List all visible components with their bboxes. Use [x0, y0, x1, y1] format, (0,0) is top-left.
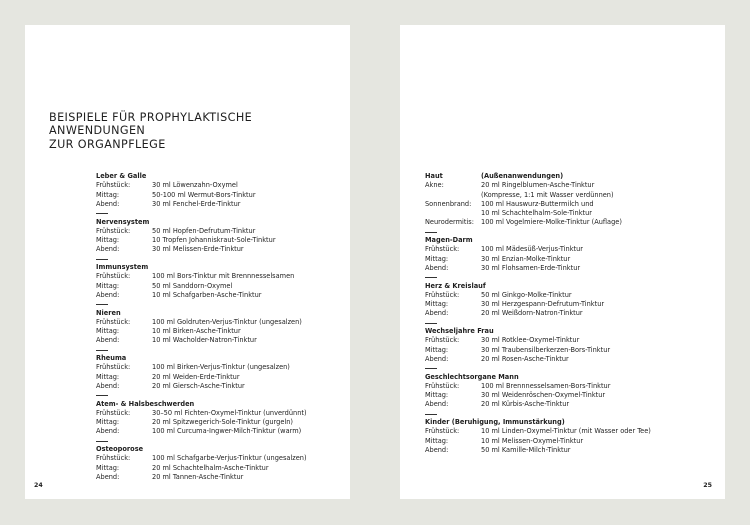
- section-title: Nervensystem: [96, 217, 150, 226]
- section-divider: [96, 213, 108, 214]
- page-number: 24: [34, 482, 43, 489]
- list-item: [425, 245, 705, 254]
- heading-line: ZUR ORGANPFLEGE: [49, 137, 166, 151]
- row-label: Neurodermitis:: [425, 218, 474, 227]
- row-label: Abend:: [425, 400, 449, 409]
- row-value: 10 ml Wacholder-Natron-Tinktur: [152, 336, 257, 345]
- row-label: Mittag:: [96, 372, 120, 381]
- row-value: 20 ml Ringelblumen-Asche-Tinktur: [481, 181, 595, 190]
- row-value: 10 ml Linden-Oxymel-Tinktur (mit Wasser oder Tee): [481, 427, 651, 436]
- list-item: [96, 227, 326, 236]
- row-label: Abend:: [96, 427, 120, 436]
- list-item: [96, 236, 326, 245]
- row-value: 20 ml Weiden-Erde-Tinktur: [152, 372, 240, 381]
- list-item: [96, 363, 326, 372]
- section-divider: [96, 395, 108, 396]
- row-value: 30 ml Enzian-Molke-Tinktur: [481, 254, 571, 263]
- list-item: [425, 391, 705, 400]
- section: [425, 373, 705, 410]
- list-item: [96, 473, 326, 482]
- section-divider: [425, 414, 437, 415]
- row-label: Mittag:: [96, 327, 120, 335]
- row-value: 20 ml Tannen-Asche-Tinktur: [152, 472, 244, 481]
- row-value: 100 ml Schafgarbe-Verjus-Tinktur (ungesalzen): [152, 454, 307, 463]
- list-item: [96, 336, 326, 345]
- section-title: Kinder (Beruhigung, Immunstärkung): [425, 418, 565, 426]
- list-item: [96, 245, 326, 254]
- section-title: Magen-Darm: [425, 236, 473, 244]
- list-item: [425, 300, 705, 309]
- section: [425, 282, 705, 319]
- section-divider: [425, 277, 437, 278]
- row-label: Mittag:: [96, 190, 120, 199]
- section: [96, 172, 326, 209]
- section: [96, 354, 326, 391]
- row-value: 20 ml Schachtelhalm-Asche-Tinktur: [152, 463, 269, 472]
- list-item: [425, 191, 705, 200]
- row-label: Frühstück:: [96, 317, 131, 326]
- left-content: [96, 172, 326, 482]
- list-item: [96, 200, 326, 209]
- row-label: Mittag:: [425, 300, 449, 308]
- row-value: 100 ml Mädesüß-Verjus-Tinktur: [481, 245, 584, 254]
- row-value: 20 ml Giersch-Asche-Tinktur: [152, 381, 245, 390]
- row-value: 100 ml Brennnesselsamen-Bors-Tinktur: [481, 381, 611, 390]
- list-item: [425, 336, 705, 345]
- list-item: [425, 291, 705, 300]
- row-label: Abend:: [425, 445, 449, 454]
- section-divider: [96, 441, 108, 442]
- section-title: Rheuma: [96, 354, 127, 362]
- list-item: [425, 382, 705, 391]
- row-label: Abend:: [96, 381, 120, 390]
- section: [96, 263, 326, 300]
- list-item: [425, 355, 705, 364]
- list-item: [425, 264, 705, 273]
- left-page: [25, 25, 350, 499]
- section-divider: [425, 323, 437, 324]
- list-item: [96, 418, 326, 427]
- row-value: 10 ml Schafgarben-Asche-Tinktur: [152, 290, 262, 299]
- row-label: Abend:: [96, 199, 120, 208]
- list-item: [425, 309, 705, 318]
- list-item: [96, 382, 326, 391]
- row-value: 100 ml Curcuma-Ingwer-Milch-Tinktur (warm): [152, 427, 302, 436]
- heading-line: ANWENDUNGEN: [49, 124, 146, 138]
- section-divider: [425, 368, 437, 369]
- list-item: [96, 181, 326, 190]
- row-label: Sonnenbrand:: [425, 199, 472, 208]
- section: [96, 218, 326, 255]
- row-label: Frühstück:: [425, 245, 460, 254]
- row-label: Frühstück:: [425, 427, 460, 436]
- list-item: [96, 409, 326, 418]
- section: [96, 400, 326, 437]
- list-item: [425, 446, 705, 455]
- row-value: 30 ml Fenchel-Erde-Tinktur: [152, 199, 241, 208]
- row-value: 30 ml Traubensilberkerzen-Bors-Tinktur: [481, 345, 611, 354]
- row-label: Abend:: [425, 263, 449, 272]
- section: [425, 172, 705, 228]
- section-title: [425, 172, 705, 181]
- section-title: Immunsystem: [96, 263, 149, 271]
- row-label: Frühstück:: [425, 290, 460, 299]
- heading-line: BEISPIELE FÜR PROPHYLAKTISCHE: [49, 111, 253, 124]
- section-title-note: (Außenanwendungen): [481, 172, 564, 180]
- list-item: [96, 454, 326, 463]
- row-label: Mittag:: [96, 281, 120, 290]
- row-value: 10 ml Schachtelhalm-Sole-Tinktur: [481, 209, 593, 217]
- row-label: [425, 191, 481, 200]
- list-item: [425, 209, 705, 218]
- list-item: [96, 327, 326, 336]
- list-item: [425, 218, 705, 227]
- row-label: Abend:: [96, 472, 120, 481]
- row-label: Mittag:: [96, 236, 120, 244]
- list-item: [96, 373, 326, 382]
- row-value: 30 ml Herzgespann-Defrutum-Tinktur: [481, 300, 605, 308]
- row-value: 30–50 ml Fichten-Oxymel-Tinktur (unverdünnt): [152, 408, 307, 417]
- row-value: 30 ml Weidenröschen-Oxymel-Tinktur: [481, 391, 606, 399]
- row-value: 100 ml Vogelmiere-Molke-Tinktur (Auflage): [481, 218, 622, 227]
- row-value: 50-100 ml Wermut-Bors-Tinktur: [152, 190, 256, 199]
- row-value: 50 ml Kamille-Milch-Tinktur: [481, 445, 571, 454]
- page-number: 25: [703, 482, 712, 489]
- section-divider: [425, 232, 437, 233]
- list-item: [96, 427, 326, 436]
- row-value: 30 ml Melissen-Erde-Tinktur: [152, 245, 244, 254]
- list-item: [425, 200, 705, 209]
- section-divider: [96, 259, 108, 260]
- section-title: Wechseljahre Frau: [425, 327, 494, 335]
- section-divider: [96, 304, 108, 305]
- row-label: Abend:: [96, 290, 120, 299]
- row-label: Mittag:: [425, 436, 449, 445]
- right-content: [425, 172, 705, 455]
- section: [96, 445, 326, 482]
- page-heading: [49, 111, 252, 151]
- row-value: 50 ml Sanddorn-Oxymel: [152, 281, 233, 290]
- row-label: Abend:: [96, 245, 120, 254]
- section-divider: [96, 350, 108, 351]
- row-value: 30 ml Löwenzahn-Oxymel: [152, 181, 238, 190]
- row-value: 10 ml Melissen-Oxymel-Tinktur: [481, 436, 584, 445]
- list-item: [425, 427, 705, 436]
- list-item: [425, 255, 705, 264]
- row-label: Abend:: [425, 354, 449, 363]
- row-label: Mittag:: [96, 418, 120, 426]
- row-label: [425, 209, 481, 218]
- row-value: 10 Tropfen Johanniskraut-Sole-Tinktur: [152, 236, 276, 244]
- section-title: Geschlechtsorgane Mann: [425, 372, 519, 381]
- section: [96, 309, 326, 346]
- row-value: 100 ml Hauswurz-Buttermilch und: [481, 199, 594, 208]
- row-label: Mittag:: [425, 391, 449, 399]
- row-value: 100 ml Bors-Tinktur mit Brennnesselsamen: [152, 272, 295, 281]
- row-label: Frühstück:: [96, 408, 131, 417]
- list-item: [425, 346, 705, 355]
- list-item: [96, 291, 326, 300]
- section-title: Leber & Galle: [96, 172, 147, 180]
- row-value: 20 ml Spitzwegerich-Sole-Tinktur (gurgeln): [152, 418, 293, 426]
- section-title: Herz & Kreislauf: [425, 281, 486, 290]
- row-value: 10 ml Birken-Asche-Tinktur: [152, 327, 241, 335]
- row-label: Mittag:: [425, 254, 449, 263]
- right-page: [400, 25, 725, 499]
- row-label: Frühstück:: [425, 381, 460, 390]
- section-title: Nieren: [96, 308, 121, 317]
- section-title: Osteoporose: [96, 445, 144, 453]
- section: [425, 418, 705, 455]
- list-item: [425, 437, 705, 446]
- row-value: 30 ml Rotklee-Oxymel-Tinktur: [481, 336, 580, 345]
- row-label: Mittag:: [96, 463, 120, 472]
- section-title-text: Haut: [425, 172, 443, 180]
- section: [425, 327, 705, 364]
- list-item: [96, 191, 326, 200]
- list-item: [425, 400, 705, 409]
- list-item: [96, 282, 326, 291]
- row-value: 20 ml Rosen-Asche-Tinktur: [481, 354, 569, 363]
- row-value: 50 ml Ginkgo-Molke-Tinktur: [481, 290, 572, 299]
- section-title: Atem- & Halsbeschwerden: [96, 399, 195, 408]
- row-label: Frühstück:: [96, 181, 131, 190]
- section: [425, 236, 705, 273]
- row-value: 100 ml Birken-Verjus-Tinktur (ungesalzen): [152, 363, 290, 372]
- row-label: Abend:: [425, 309, 449, 318]
- list-item: [96, 464, 326, 473]
- list-item: [425, 181, 705, 190]
- row-value: 50 ml Hopfen-Defrutum-Tinktur: [152, 226, 256, 235]
- row-label: Frühstück:: [96, 226, 131, 235]
- row-value: 100 ml Goldruten-Verjus-Tinktur (ungesalzen): [152, 317, 302, 326]
- row-label: Frühstück:: [96, 363, 131, 372]
- list-item: [96, 272, 326, 281]
- row-label: Mittag:: [425, 345, 449, 354]
- row-value: 20 ml Weißdorn-Natron-Tinktur: [481, 309, 583, 318]
- list-item: [96, 318, 326, 327]
- row-label: Abend:: [96, 336, 120, 345]
- row-label: Frühstück:: [96, 272, 131, 281]
- row-value: 30 ml Flohsamen-Erde-Tinktur: [481, 263, 581, 272]
- row-value: (Kompresse, 1:1 mit Wasser verdünnen): [481, 190, 614, 199]
- row-label: Akne:: [425, 181, 444, 190]
- row-value: 20 ml Kürbis-Asche-Tinktur: [481, 400, 570, 409]
- row-label: Frühstück:: [96, 454, 131, 463]
- row-label: Frühstück:: [425, 336, 460, 345]
